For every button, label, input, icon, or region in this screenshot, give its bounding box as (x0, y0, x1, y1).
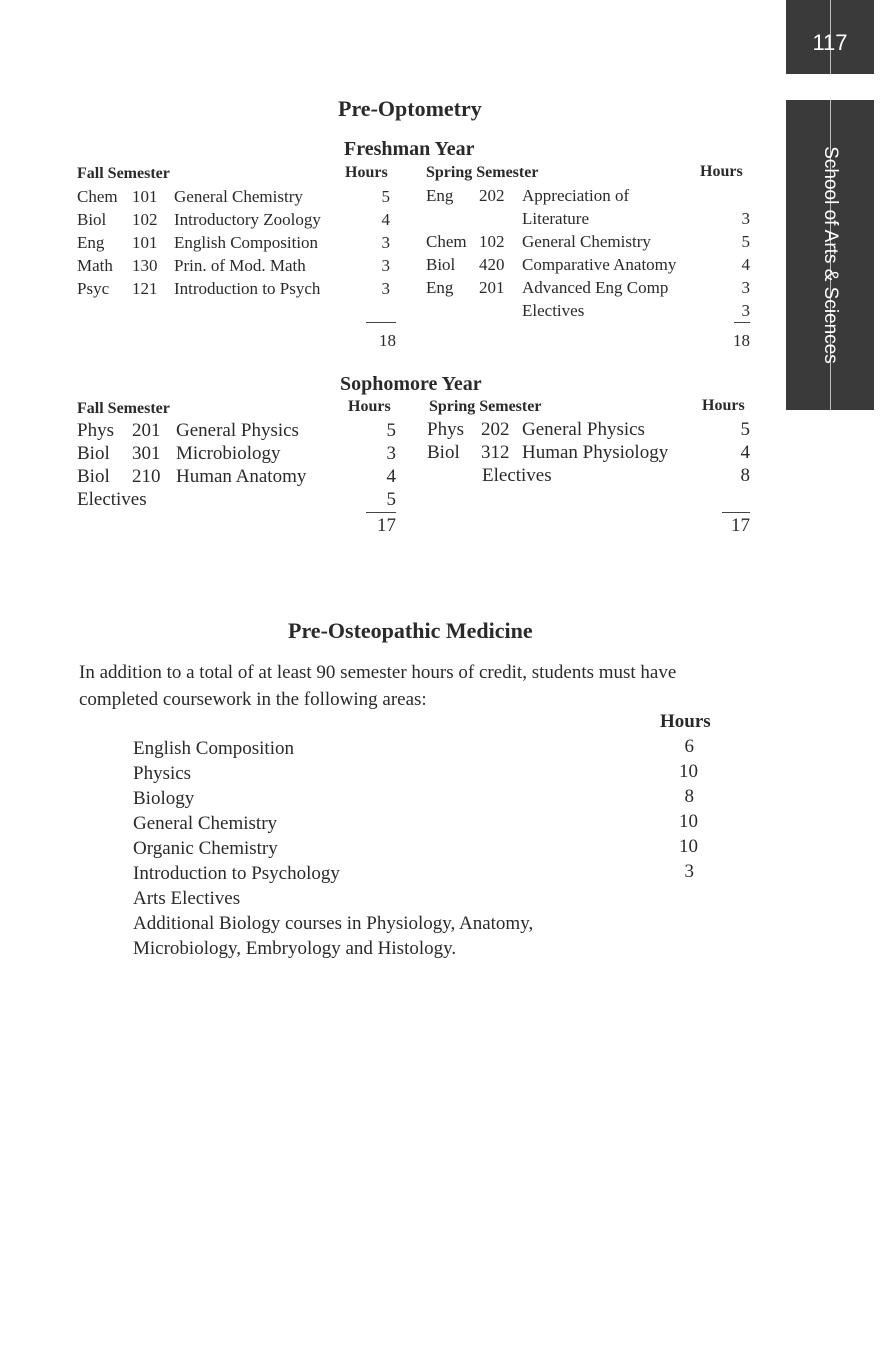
sophomore-fall-hours-header: Hours (348, 398, 391, 415)
course-name: General Physics (522, 419, 645, 440)
course-number: 102 (132, 210, 158, 229)
course-number: 202 (479, 186, 505, 205)
area-name: Introduction to Psychology (133, 863, 340, 884)
course-dept: Eng (426, 186, 454, 205)
course-number: 201 (132, 420, 161, 441)
course-number: 420 (479, 255, 505, 274)
course-hours: 8 (740, 465, 750, 486)
course-name: Appreciation of (522, 186, 630, 205)
course-name: Human Anatomy (176, 466, 307, 487)
total-rule (366, 512, 396, 513)
area-name: Arts Electives (133, 888, 241, 909)
course-name: General Physics (176, 420, 299, 441)
course-hours: 3 (741, 278, 750, 297)
course-dept: Chem (77, 187, 118, 206)
total-rule (366, 322, 396, 323)
total-rule (722, 512, 750, 513)
area-hours: 8 (684, 786, 694, 807)
course-dept: Phys (427, 419, 464, 440)
course-dept: Biol (427, 442, 460, 463)
total-rule (734, 322, 750, 323)
page-number-tab (786, 0, 874, 74)
course-number: 201 (479, 278, 505, 297)
course-name: Electives (522, 301, 585, 320)
course-number: 312 (481, 442, 510, 463)
area-hours: 3 (684, 861, 694, 882)
course-number: 301 (132, 443, 161, 464)
course-name: General Chemistry (522, 232, 651, 251)
course-dept: Math (77, 256, 113, 275)
area-name: Biology (133, 788, 195, 809)
section-tab-label: School of Arts & Sciences (820, 146, 841, 364)
area-name: Physics (133, 763, 192, 784)
page-number: 117 (812, 30, 848, 55)
course-hours: 3 (381, 256, 390, 275)
course-name: Comparative Anatomy (522, 255, 677, 274)
course-hours: 5 (386, 489, 396, 510)
course-number: 101 (132, 233, 158, 252)
area-hours: 10 (679, 761, 698, 782)
course-hours: 4 (386, 466, 396, 487)
area-name: Organic Chemistry (133, 838, 278, 859)
osteopathic-title: Pre-Osteopathic Medicine (288, 618, 533, 643)
area-hours: 10 (679, 836, 698, 857)
course-name: English Composition (174, 233, 319, 252)
course-hours: 3 (381, 233, 390, 252)
course-hours: 4 (741, 255, 750, 274)
course-name: Prin. of Mod. Math (174, 256, 306, 275)
area-name: English Composition (133, 738, 294, 759)
course-hours: 5 (740, 419, 750, 440)
sophomore-spring-hours-header: Hours (702, 397, 745, 414)
osteopathic-intro: In addition to a total of at least 90 semester hours of credit, students must have completed coursework in the following areas: (79, 662, 677, 710)
freshman-spring-hours-header: Hours (700, 163, 743, 180)
course-number: 101 (132, 187, 158, 206)
freshman-spring-total: 18 (733, 331, 750, 350)
area-hours: 6 (684, 736, 694, 757)
sophomore-spring-header: Spring Semester (429, 398, 542, 415)
sophomore-heading: Sophomore Year (340, 373, 482, 395)
course-number: 202 (481, 419, 510, 440)
course-name: Literature (522, 209, 590, 228)
course-name: Human Physiology (522, 442, 669, 463)
area-hours: 10 (679, 811, 698, 832)
course-hours: 3 (741, 209, 750, 228)
course-number: 121 (132, 279, 158, 298)
course-hours: 5 (381, 187, 390, 206)
osteopathic-hours-header: Hours (660, 711, 711, 732)
course-hours: 5 (741, 232, 750, 251)
freshman-fall-header: Fall Semester (77, 165, 170, 182)
freshman-spring-header: Spring Semester (426, 164, 539, 181)
course-dept: Biol (77, 443, 110, 464)
course-hours: 3 (741, 301, 750, 320)
area-name: Additional Biology courses in Physiology, Anatomy, (133, 913, 534, 934)
course-hours: 3 (386, 443, 396, 464)
course-name: Electives (482, 465, 552, 486)
course-hours: 4 (740, 442, 750, 463)
course-dept: Biol (77, 210, 107, 229)
course-dept: Biol (77, 466, 110, 487)
course-number: 102 (479, 232, 505, 251)
sophomore-spring-total: 17 (731, 515, 750, 536)
freshman-fall-total: 18 (379, 331, 396, 350)
course-name: Advanced Eng Comp (522, 278, 669, 297)
course-number: 130 (132, 256, 158, 275)
course-dept: Chem (426, 232, 467, 251)
course-hours: 5 (386, 420, 396, 441)
course-name: Microbiology (176, 443, 281, 464)
course-dept: Eng (426, 278, 454, 297)
area-name: General Chemistry (133, 813, 278, 834)
course-hours: 3 (381, 279, 390, 298)
freshman-heading: Freshman Year (344, 138, 475, 160)
course-dept: Psyc (77, 279, 110, 298)
course-dept: Eng (77, 233, 105, 252)
course-dept: Phys (77, 420, 114, 441)
optometry-title: Pre-Optometry (338, 96, 482, 121)
course-name: General Chemistry (174, 187, 303, 206)
course-number: 210 (132, 466, 161, 487)
course-name: Introduction to Psych (174, 279, 321, 298)
course-name: Introductory Zoology (174, 210, 321, 229)
sophomore-fall-total: 17 (377, 515, 396, 536)
sophomore-fall-header: Fall Semester (77, 400, 170, 417)
course-dept: Biol (426, 255, 456, 274)
area-name: Microbiology, Embryology and Histology. (133, 938, 457, 959)
section-tab (786, 100, 874, 410)
course-hours: 4 (381, 210, 390, 229)
freshman-fall-hours-header: Hours (345, 164, 388, 181)
course-dept: Electives (77, 489, 147, 510)
